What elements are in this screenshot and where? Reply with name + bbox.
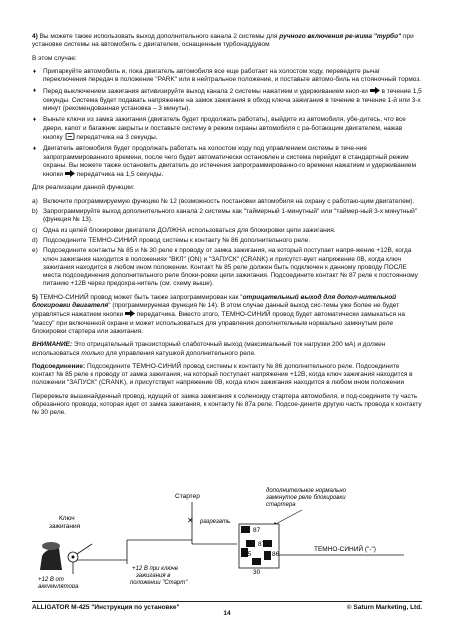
- text: при установке системы на автомобиль с двигателем, оснащенным турбонаддувом: [32, 33, 414, 49]
- text: Это отрицательный транзисторный слаботочный выход (максимальный ток нагрузки 200 мА) и должен использоваться: [32, 341, 386, 357]
- text: для управления катушкой дополнительного реле.: [103, 349, 256, 357]
- pin-label: 87: [253, 527, 261, 534]
- negative-output-emphasis: отрицательный выход для допол-нительной блокировки двигателя: [32, 293, 397, 310]
- step-marker: а): [32, 197, 38, 205]
- crank-label: +12 В при ключе: [132, 566, 179, 572]
- wiring-diagram: [32, 478, 422, 588]
- relay-note: стартера: [266, 502, 296, 508]
- step-text: Подсоедините контакты № 85 и № 30 реле к проводу от замка зажигания, на который поступает напря-жение +12В, когда ключ зажигания находится в положениях "ВКЛ" (ON) и "ЗАПУСК" (CRANK) и присутст-вует напряжение 0В, когда ключ зажигания находится в любом ином положении. Контакт № 85 реле должен быть подключен к данному проводу ПОСЛЕ места подсоединения дополнительного реле блоки-ровки цепи зажигания. Подсоедините контакт № 87 реле к постоянному питанию +12В через предохра-нитель (см. схему выше).: [43, 247, 418, 288]
- list-item: [32, 198, 422, 206]
- connection-note: [32, 363, 422, 388]
- text: " (программируемая функция № 14). В этом случае данный выход сис-темы уже более не будет управляться нажатием кнопки: [32, 302, 400, 319]
- starter-label: Стартер: [175, 493, 200, 500]
- step-marker: b): [32, 208, 38, 216]
- text: Вы можете также использовать выход дополнительного канала 2 системы для: [37, 33, 280, 40]
- functions-intro: Для реализации данной функции:: [32, 184, 135, 192]
- item-number: 4): [32, 33, 38, 40]
- arrow-button-icon: [65, 170, 75, 177]
- pin-label: 85: [244, 551, 252, 558]
- attention-note: [32, 341, 422, 358]
- list-item: [32, 247, 422, 288]
- list-item: [32, 237, 422, 245]
- lock-button-icon: [65, 133, 75, 140]
- page-content: [32, 33, 422, 423]
- text: передатчика. Вместо этого, ТЕМНО-СИНИЙ провод будет автоматически замыкаться на "массу" при включенной охране и может использоваться для управления дополнительным нормально замкнутым реле блокировки стартера или зажигания.: [32, 311, 406, 335]
- relay-note: замкнутое реле блокировки: [266, 495, 346, 501]
- paragraph-5: [32, 294, 422, 336]
- ignition-key-icon: [40, 542, 78, 570]
- battery-label: +12 В от: [38, 577, 64, 583]
- crank-label: зажигания в: [136, 573, 171, 579]
- in-this-case: В этом случае:: [32, 54, 77, 62]
- pin-label: 86: [272, 551, 280, 558]
- step-text: Запрограммируйте выход дополнительного канала 2 системы как "таймерный 1-минутный" или "таймер-ный 3-х минутный" (функция № 13).: [43, 208, 418, 224]
- connection-label: Подсоединение:: [32, 362, 86, 370]
- page-number: 14: [223, 610, 231, 617]
- text: Подсоедините ТЕМНО-СИНИЙ провод системы к контакту № 86 дополнительного реле. Подсоедините контакт № 85 реле к проводу от замка зажигания, на который поступает напряжение +12В, когда ключ зажигания находится в положении "ЗАПУСК" (CRANK), и присутствует напряжение 0В, когда ключ зажигания находится в любом ином положении: [32, 362, 413, 387]
- footer-title: ALLIGATOR M-425 "Инструкция по установке": [32, 604, 180, 611]
- arrow-button-icon: [125, 310, 135, 317]
- item-number: 5): [32, 293, 38, 301]
- text: Выньте ключи из замка зажигания (двигатель будет продолжать работать), выйдите из автомобиля, убе-дитесь, что все двери, капот и багажник закрыты и поставьте систему в режим охраны автомобиля с ра-ботающим двигателем, нажав кнопку: [43, 116, 406, 141]
- text: ТЕМНО-СИНИЙ провод может быть также запрограммирован как ": [37, 293, 243, 301]
- text: в течение 1,5 секунды. Система будет подавать напряжение на замок зажигания в обход ключа зажигания в течение в течение 1-й или 3-х минут (рекомендованная установка – 3 минуты).: [43, 88, 422, 113]
- relay-note: дополнительное нормально: [266, 488, 346, 494]
- cut-mark-icon: ✕: [187, 516, 194, 525]
- attention-label: ВНИМАНИЕ:: [32, 341, 73, 349]
- step-marker: е): [32, 247, 38, 255]
- turbo-mode-emphasis: ручного включения ре-жима "турбо": [279, 33, 402, 40]
- step-marker: d): [32, 236, 38, 244]
- step-text: Включите программируемую функцию № 12 (возможность постановки автомобиля на охрану с работаю-щим двигателем).: [43, 197, 415, 205]
- pin-label: 30: [253, 569, 261, 576]
- text: Двигатель автомобиля будет продолжать работать на холостом ходу под управлением системы в тече-ние запрограммированного времени, после чего будет автоматически остановлен и система перейдет в стандартный режим охраны. Вы можете также остановить двигатель до истечения запрограммированно-го времени нажатием и удерживанием кнопки: [43, 145, 417, 179]
- step-text: Одна из цепей блокировки двигателя ДОЛЖНА использоваться для блокировки цепи зажигания.: [43, 226, 336, 234]
- footer-copyright: © Saturn Marketing, Ltd.: [346, 604, 422, 611]
- list-item: [32, 116, 422, 142]
- text: передатчика на 1,5 секунды.: [76, 171, 164, 179]
- list-item: [32, 227, 422, 235]
- list-item: ♦ Припаркуйте автомобиль и, пока двигатель автомобиля все еще работает на холостом ходу, переведите рычаг переключения передач в положение "PARK" или в нейтральное положение, и поставьте автомо-биль на стояночный тормоз.: [32, 68, 422, 85]
- list-item: [32, 87, 422, 113]
- blue-wire-label: ТЕМНО-СИНИЙ ("-"): [314, 546, 376, 553]
- pin-label: 87a: [258, 541, 269, 548]
- key-label: Ключ: [59, 515, 75, 522]
- steps-list: [32, 198, 422, 289]
- page-footer: [32, 601, 422, 615]
- text: Перед выключением зажигания активизируйте выход канала 2 системы нажатием и удерживанием кноп-ки: [43, 88, 368, 96]
- footer-rule: [32, 601, 422, 602]
- text: передатчика на 3 секунды.: [76, 133, 158, 141]
- key-label: зажигания: [49, 523, 81, 530]
- only-emphasis: только: [81, 349, 104, 357]
- crank-label: положении "Старт": [130, 580, 188, 586]
- arrow-button-icon: [370, 87, 380, 94]
- paragraph-4: [32, 33, 422, 50]
- step-text: Подсоедините ТЕМНО-СИНИЙ провод системы к контакту № 86 дополнительного реле.: [43, 236, 311, 244]
- cut-label: разрезать: [200, 519, 231, 525]
- step-marker: с): [32, 226, 38, 234]
- battery-label: аккумулятора: [38, 584, 79, 588]
- procedure-list: [32, 68, 422, 180]
- list-item: [32, 145, 422, 179]
- cut-note: Перережьте вышенайденный провод, идущий от замка зажигания к соленоиду стартера автомобиля, и под-соедините ту часть обрезанного провода, которая идет от замка зажигания, к контакту № 87а реле. Подсое-дините другую часть провода к контакту № 30 реле.: [32, 392, 422, 417]
- list-item: [32, 208, 422, 225]
